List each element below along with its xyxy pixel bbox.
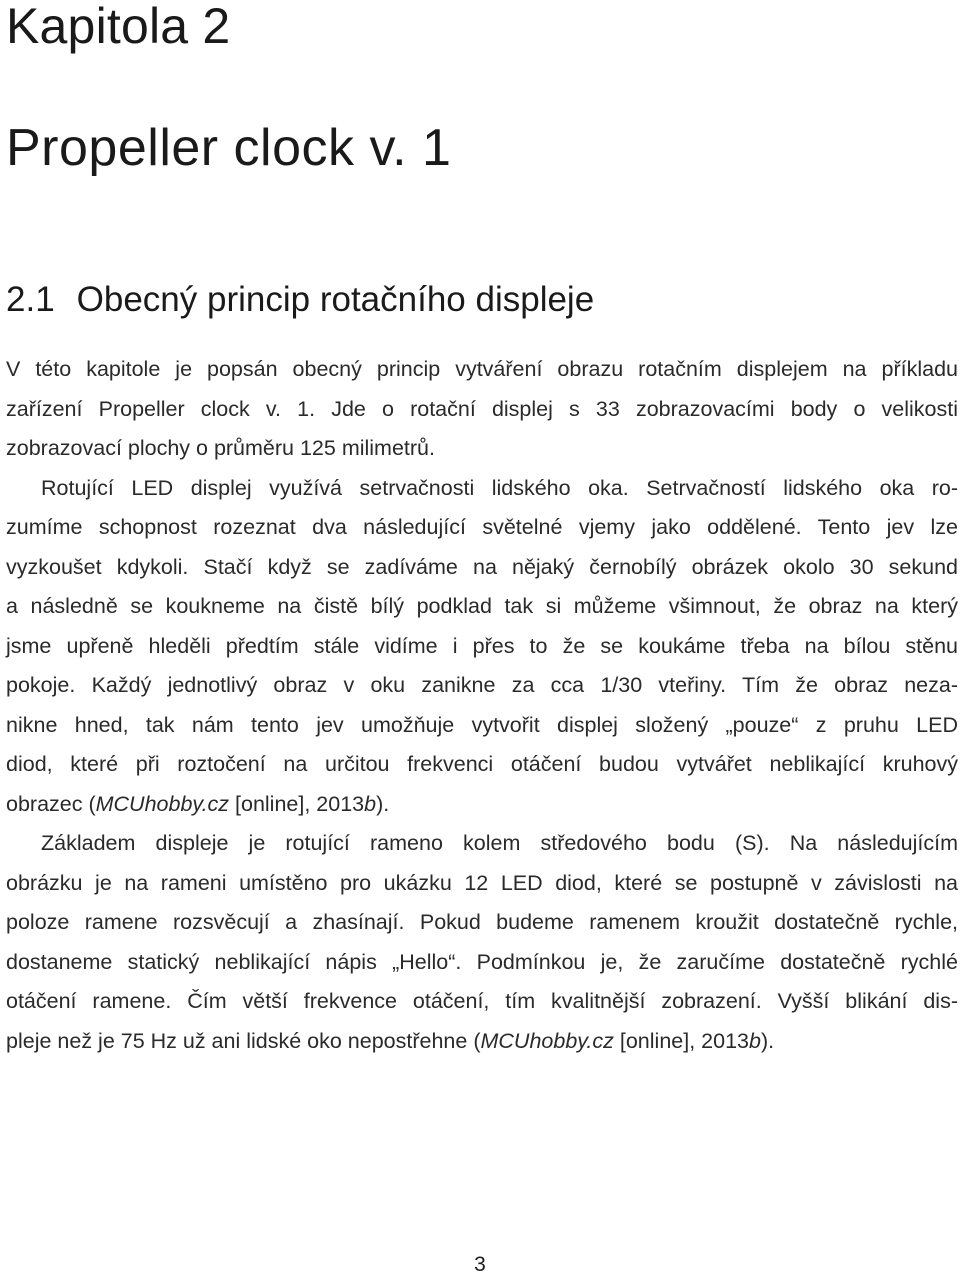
citation-detail: [online], 2013 bbox=[613, 1028, 749, 1053]
text-line: diod, které při roztočení na určitou frekvenci otáčení budou vytvářet neblikající kruhový bbox=[6, 752, 958, 776]
text-line: zařízení Propeller clock v. 1. Jde o rotační displej s 33 zobrazovacími body o velikosti bbox=[6, 396, 958, 421]
citation-detail: [online], 2013 bbox=[229, 791, 365, 816]
citation-prefix: pleje než je 75 Hz už ani lidské oko nepostřehne ( bbox=[6, 1028, 481, 1053]
body-text bbox=[6, 350, 958, 1061]
section-number: 2.1 bbox=[6, 280, 55, 319]
text-line: zumíme schopnost rozeznat dva následující světelné vjemy jako oddělené. Tento jev lze bbox=[6, 515, 958, 539]
text-line-citation bbox=[6, 1022, 958, 1062]
citation-end: ). bbox=[376, 791, 390, 816]
text-line: poloze ramene rozsvěcují a zhasínají. Pokud budeme ramenem kroužit dostatečně rychle, bbox=[6, 910, 958, 934]
citation-source: MCUhobby.cz bbox=[95, 791, 230, 816]
text-line: V této kapitole je popsán obecný princip vytváření obrazu rotačním displejem na příkladu bbox=[6, 357, 958, 381]
text-line: a následně se koukneme na čistě bílý podklad tak si můžeme všimnout, že obraz na který bbox=[6, 594, 958, 618]
text-line: dostaneme statický neblikající nápis „Hello“. Podmínkou je, že zaručíme dostatečně rychlé bbox=[6, 949, 958, 974]
paragraph-3 bbox=[6, 824, 958, 1061]
text-line: otáčení ramene. Čím větší frekvence otáčení, tím kvalitnější zobrazení. Vyšší blikání dis- bbox=[6, 989, 958, 1013]
section-heading bbox=[6, 278, 594, 322]
text-line: Základem displeje je rotující rameno kolem středového bodu (S). Na následujícím bbox=[41, 831, 958, 855]
text-line: zobrazovací plochy o průměru 125 milimetrů. bbox=[6, 436, 435, 460]
citation-suffix: b bbox=[364, 791, 377, 816]
text-line: nikne hned, tak nám tento jev umožňuje vytvořit displej složený „pouze“ z pruhu LED bbox=[6, 712, 958, 737]
chapter-title: Propeller clock v. 1 bbox=[6, 119, 452, 177]
paragraph-2 bbox=[6, 469, 958, 825]
text-line: pokoje. Každý jednotlivý obraz v oku zanikne za cca 1/30 vteřiny. Tím že obraz neza- bbox=[6, 673, 958, 697]
text-line-citation bbox=[6, 785, 958, 825]
citation-source: MCUhobby.cz bbox=[480, 1028, 614, 1053]
citation-end: ). bbox=[760, 1028, 775, 1053]
section-title: Obecný princip rotačního displeje bbox=[76, 280, 595, 319]
text-line: Rotující LED displej využívá setrvačnosti lidského oka. Setrvačností lidského oka ro- bbox=[41, 475, 958, 500]
text-line: vyzkoušet kdykoli. Stačí když se zadíváme na nějaký černobílý obrázek okolo 30 sekund bbox=[6, 554, 958, 579]
citation-prefix: obrazec ( bbox=[6, 791, 96, 816]
page-number: 3 bbox=[474, 1253, 486, 1276]
text-line: obrázku je na rameni umístěno pro ukázku 12 LED diod, které se postupně v závislosti na bbox=[6, 870, 958, 895]
text-line: jsme upřeně hleděli předtím stále vidíme i přes to že se koukáme třeba na bílou stěnu bbox=[6, 633, 958, 658]
paragraph-1 bbox=[6, 350, 958, 469]
citation-suffix: b bbox=[749, 1028, 761, 1053]
chapter-label: Kapitola 2 bbox=[6, 0, 231, 54]
